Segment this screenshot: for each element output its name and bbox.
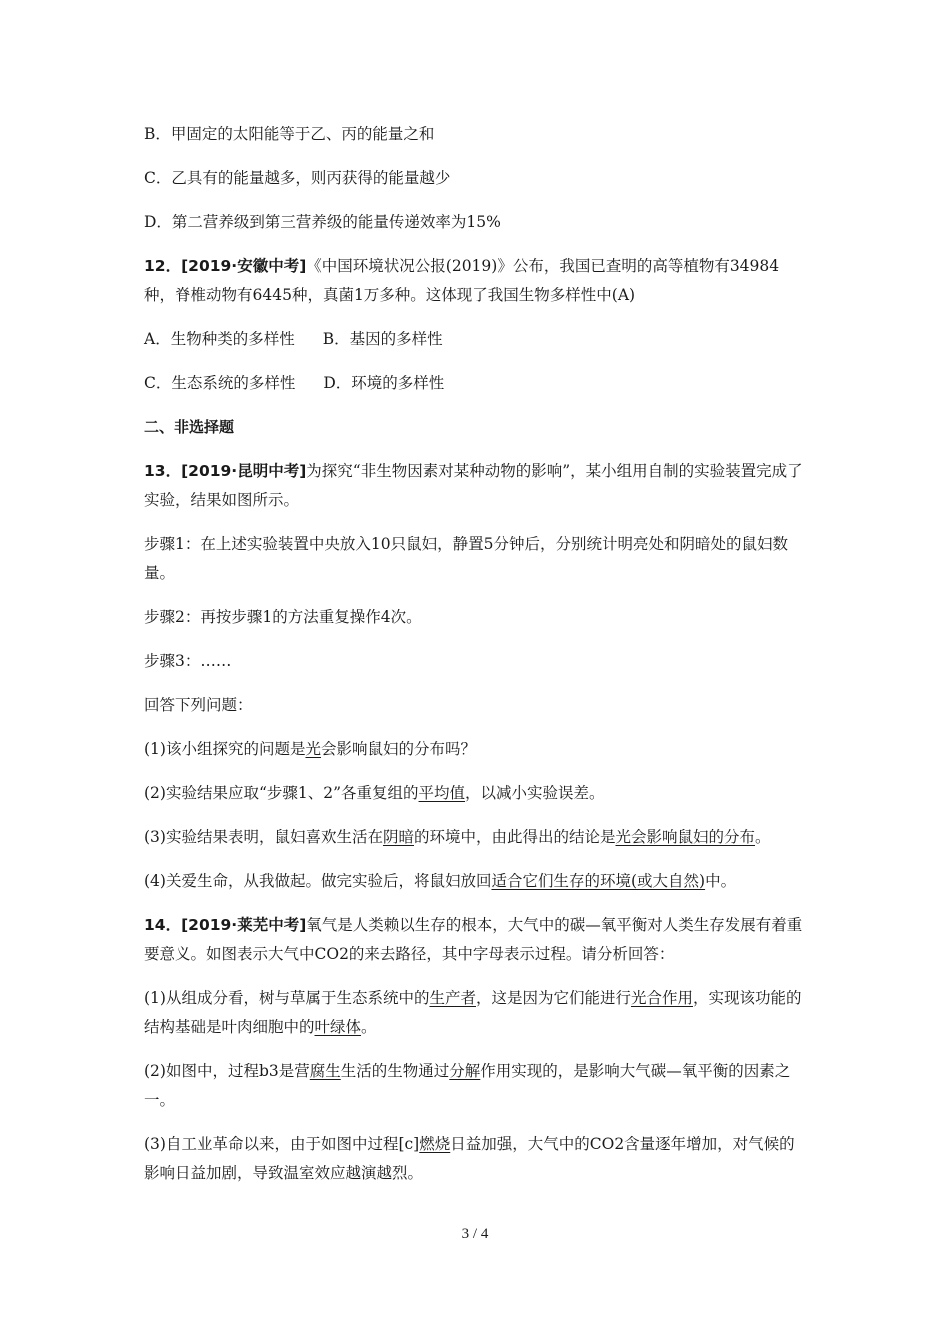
q14-a2-pre: (2)如图中，过程b3是营 [144,1062,310,1080]
q13-number: 13． [144,462,182,480]
q14-a3-post: 日益加强，大气中的CO2含量逐年增加，对气候的影响日益加剧，导致温室效应越演越烈。 [144,1135,795,1182]
q14-stem [144,911,809,969]
q14-answer-2 [144,1057,809,1115]
q14-a1-answer-2: 光合作用 [631,989,694,1007]
q14-a1-mid-2: ，实现该功能的结构基础是叶肉细胞中的 [144,989,802,1036]
document-body [144,120,809,1188]
q14-source: [2019·莱芜中考] [181,916,307,934]
q14-a2-answer-1: 腐生 [309,1062,341,1080]
q13-a1-post: 会影响鼠妇的分布吗？ [320,740,476,758]
q13-prompt: 回答下列问题： [144,696,253,714]
q14-a3-answer: 燃烧 [419,1135,451,1153]
q13-a3-pre: (3)实验结果表明，鼠妇喜欢生活在 [144,828,383,846]
q13-text: 为探究“非生物因素对某种动物的影响”，某小组用自制的实验装置完成了实验，结果如图所示。 [144,462,803,509]
q14-answer-3 [144,1130,809,1188]
q14-a1-post: 。 [361,1018,377,1036]
q13-a3-answer-1: 阴暗 [382,828,414,846]
q13-a4-answer: 适合它们生存的环境(或大自然) [491,872,706,890]
q14-answer-1 [144,984,809,1042]
q14-a2-mid: 生活的生物通过 [340,1062,450,1080]
q14-a1-answer-1: 生产者 [429,989,476,1007]
q13-answer-2 [144,779,809,808]
q14-a2-post: 作用实现的，是影响大气碳—氧平衡的因素之一。 [144,1062,791,1109]
q12-stem [144,252,809,310]
q13-a1-pre: (1)该小组探究的问题是 [144,740,306,758]
q13-step2: 步骤2：再按步骤1的方法重复操作4次。 [144,608,422,626]
q13-a2-answer: 平均值 [418,784,466,802]
section-heading: 二、非选择题 [144,418,235,436]
q12-number: 12． [144,257,182,275]
q11-option-d: D．第二营养级到第三营养级的能量传递效率为15% [144,213,501,231]
q11-option-b: B．甲固定的太阳能等于乙、丙的能量之和 [144,125,435,143]
q13-a3-post: 。 [755,828,771,846]
q13-a2-pre: (2)实验结果应取“步骤1、2”各重复组的 [144,784,419,802]
q12-options-cd [144,369,809,398]
q13-a2-post: ，以减小实验误差。 [465,784,605,802]
q14-a2-answer-2: 分解 [449,1062,481,1080]
q13-a4-pre: (4)关爱生命，从我做起。做完实验后，将鼠妇放回 [144,872,492,890]
q13-stem [144,457,809,515]
q14-a1-answer-3: 叶绿体 [314,1018,362,1036]
q11-option-c: C．乙具有的能量越多，则丙获得的能量越少 [144,169,451,187]
q13-answer-1 [144,735,809,764]
q14-a1-pre: (1)从组成分看，树与草属于生态系统中的 [144,989,430,1007]
q12-option-d: D．环境的多样性 [323,374,445,392]
q13-answer-3 [144,823,809,852]
page-number: 3 / 4 [461,1226,489,1242]
q13-a3-mid: 的环境中，由此得出的结论是 [413,828,616,846]
q12-option-c: C．生态系统的多样性 [144,374,296,392]
q14-a1-mid-1: ，这是因为它们能进行 [475,989,631,1007]
q13-source: [2019·昆明中考] [181,462,307,480]
q13-a3-answer-2: 光会影响鼠妇的分布 [615,828,756,846]
q12-source: [2019·安徽中考] [181,257,307,275]
q13-a1-answer: 光 [305,740,321,758]
q13-answer-4 [144,867,809,896]
q12-option-b: B．基因的多样性 [322,330,443,348]
q13-step1: 步骤1：在上述实验装置中央放入10只鼠妇，静置5分钟后，分别统计明亮处和阴暗处的鼠妇数量。 [144,535,788,582]
q14-number: 14． [144,916,182,934]
q12-options-ab [144,325,809,354]
q13-step3: 步骤3：…… [144,652,232,670]
q14-a3-pre: (3)自工业革命以来，由于如图中过程[c] [144,1135,420,1153]
q14-text: 氧气是人类赖以生存的根本，大气中的碳—氧平衡对人类生存发展有着重要意义。如图表示大气中CO2的来去路径，其中字母表示过程。请分析回答： [144,916,803,963]
q13-a4-post: 中。 [705,872,737,890]
q12-option-a: A．生物种类的多样性 [144,330,295,348]
q12-text: 《中国环境状况公报(2019)》公布，我国已查明的高等植物有34984种，脊椎动物有6445种，真菌1万多种。这体现了我国生物多样性中(A) [144,257,780,304]
